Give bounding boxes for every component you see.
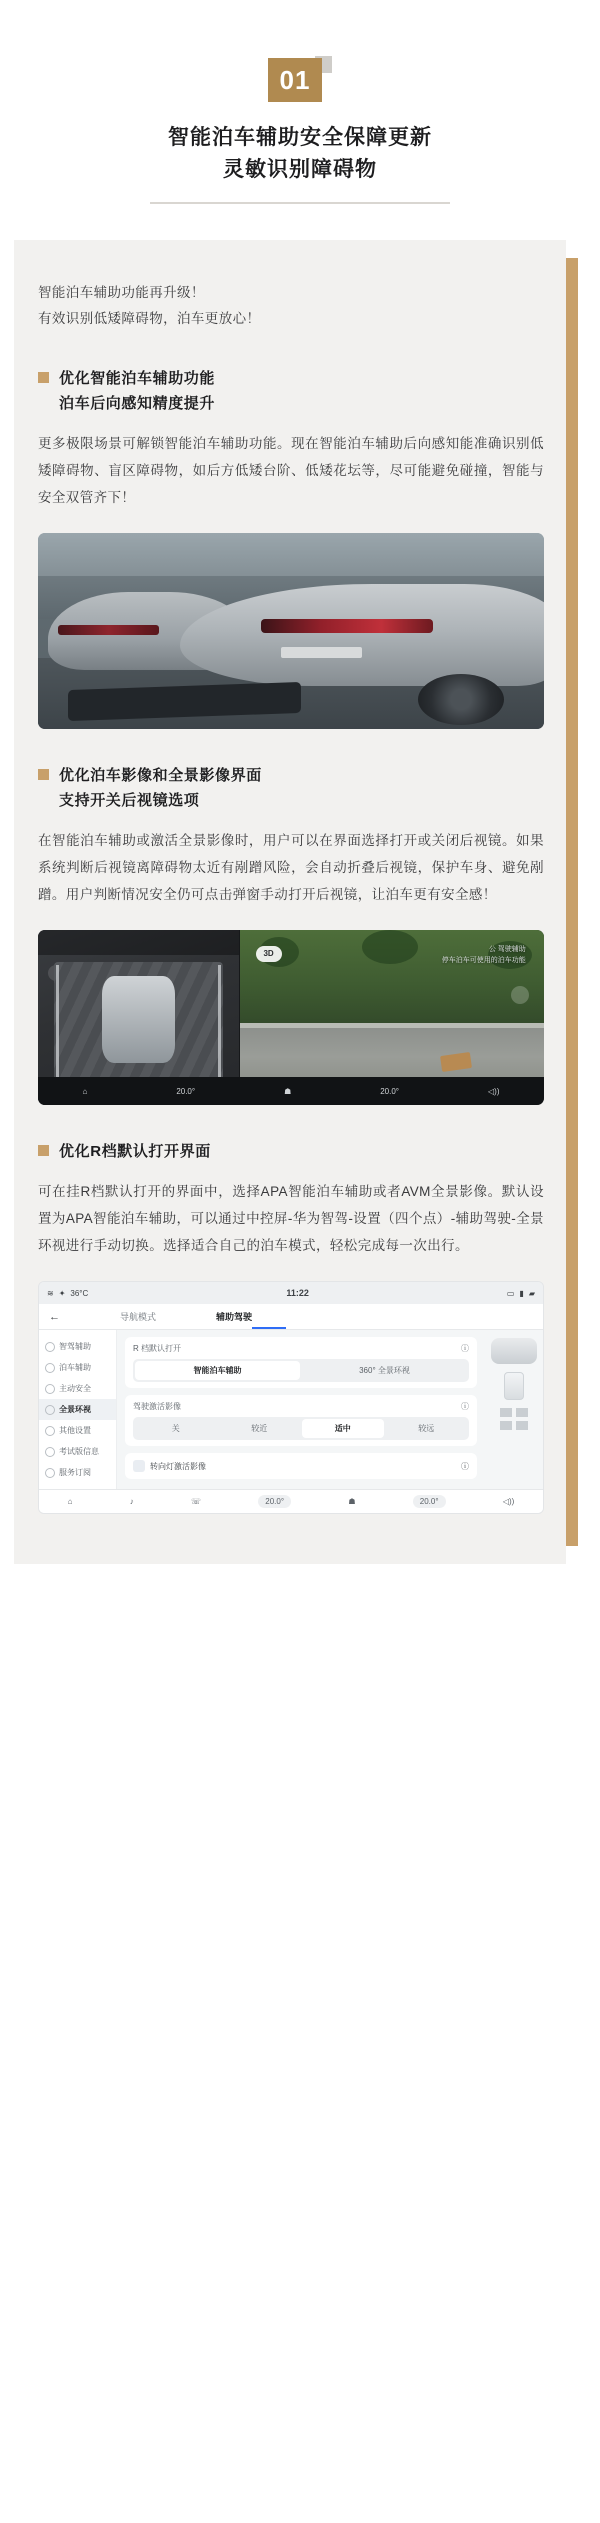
tab-navigation-mode[interactable]: 导航模式: [120, 1312, 157, 1322]
section-1-body: 更多极限场景可解锁智能泊车辅助功能。现在智能泊车辅助后向感知能准确识别低矮障碍物、盲区障碍物，如后方低矮台阶、低矮花坛等，尽可能避免碰撞，智能与安全双管齐下！: [38, 436, 544, 505]
sidebar-item-label: 智驾辅助: [59, 1342, 91, 1351]
section-1-title-line-2: 泊车后向感知精度提升: [59, 395, 216, 412]
card-driving-activation-header: [133, 1401, 469, 1412]
avm-mode-badge: [442, 944, 526, 966]
card-driving-activation-title: 驾驶激活影像: [133, 1402, 181, 1411]
parking-icon: [45, 1363, 55, 1373]
seat-heat-icon[interactable]: ☗: [348, 1497, 356, 1506]
phone-icon[interactable]: ☏: [191, 1497, 202, 1506]
info-icon[interactable]: ⓘ: [461, 1461, 469, 1471]
card-r-gear-header: [133, 1343, 469, 1354]
key-card-icon[interactable]: [504, 1372, 524, 1400]
avm-kerb-line: [240, 1023, 544, 1028]
section-2-title-line-1: 优化泊车影像和全景影像界面: [59, 767, 262, 784]
card-r-gear-default: [125, 1337, 477, 1388]
sidebar-item-active-safety[interactable]: [39, 1378, 116, 1399]
app-tab-bar: [39, 1304, 543, 1330]
section-3-title-line-1: 优化R档默认打开界面: [59, 1143, 211, 1160]
avm-mirror-toggle-button[interactable]: [511, 986, 529, 1004]
section-2-body: 在智能泊车辅助或激活全景影像时，用户可以在界面选择打开或关闭后视镜。如果系统判断后视镜离障碍物太近有剐蹭风险，会自动折叠后视镜，保护车身、避免剐蹭。用户判断情况安全仍可点击弹窗手动打开后视镜，让泊车更有安全感！: [38, 833, 544, 902]
card-driving-activation-image: [125, 1395, 477, 1446]
volume-icon[interactable]: ◁)): [502, 1497, 515, 1506]
sidebar-item-service-subscription[interactable]: [39, 1462, 116, 1483]
option-far[interactable]: 较远: [418, 1424, 435, 1433]
title-divider: [150, 202, 450, 204]
avm-3d-view-button[interactable]: 3D: [256, 946, 282, 962]
assist-icon: [45, 1342, 55, 1352]
segmented-control-activation: [133, 1417, 469, 1440]
section-1-heading: [38, 366, 544, 416]
media-icon[interactable]: ♪: [129, 1497, 134, 1506]
section-2-heading: [38, 763, 544, 813]
signal-icon: ▮: [519, 1288, 524, 1298]
sidebar-item-label: 主动安全: [59, 1384, 91, 1393]
photo-wheel: [418, 674, 504, 725]
photo-rear-of-car: [38, 533, 544, 729]
avm-ego-car-model: [102, 976, 175, 1064]
avm-mode-badge-line-2: 停车泊车可使用的泊车功能: [441, 957, 526, 964]
avm-split-screen: [38, 930, 544, 1105]
avm-temp-right[interactable]: 20.0°: [380, 1086, 400, 1096]
section-3-body: 可在挂R档默认打开的界面中，选择APA智能泊车辅助或者AVM全景影像。默认设置为APA智能泊车辅助，可以通过中控屏-华为智驾-设置（四个点）-辅助驾驶-全景环视进行手动切换。选择适合自己的泊车模式，轻松完成每一次出行。: [38, 1184, 544, 1253]
content-inner: [0, 240, 600, 1524]
photo-main-car-taillight: [261, 619, 433, 633]
wifi-icon: ≋: [47, 1288, 54, 1298]
seat-icon[interactable]: ☗: [284, 1086, 292, 1096]
turn-signal-icon: [133, 1460, 145, 1472]
tab-assisted-driving[interactable]: 辅助驾驶: [216, 1312, 253, 1322]
sidebar-item-label: 泊车辅助: [59, 1363, 91, 1372]
avm-parking-line-right: [218, 965, 221, 1081]
settings-sidebar: [39, 1330, 117, 1489]
gear-icon: [45, 1426, 55, 1436]
info-icon: [45, 1447, 55, 1457]
option-360-surround-view[interactable]: 360° 全景环视: [359, 1366, 410, 1375]
status-time: 11:22: [286, 1288, 309, 1298]
camera-icon: [45, 1405, 55, 1415]
figure-head-unit-settings-screenshot: [38, 1281, 544, 1514]
sidebar-item-label: 其他设置: [59, 1426, 91, 1435]
sidebar-item-label: 考试版信息: [59, 1447, 99, 1456]
bottom-temp-right[interactable]: 20.0°: [413, 1495, 446, 1508]
sidebar-item-parking-assist[interactable]: [39, 1357, 116, 1378]
option-near[interactable]: 较近: [251, 1424, 268, 1433]
section-2-title-line-2: 支持开关后视镜选项: [59, 792, 200, 809]
bottom-temp-left[interactable]: 20.0°: [258, 1495, 291, 1508]
option-off[interactable]: 关: [171, 1424, 180, 1433]
row-label: 转向灯激活影像: [150, 1461, 206, 1471]
figure-rear-parking-photo: [38, 533, 544, 729]
sidebar-item-surround-view[interactable]: [39, 1399, 116, 1420]
back-arrow-icon[interactable]: ←: [49, 1310, 60, 1323]
section-3-heading: [38, 1139, 544, 1164]
sidebar-item-exam-info[interactable]: [39, 1441, 116, 1462]
intro-line-1: 智能泊车辅助功能再升级！: [38, 285, 205, 300]
settings-right-panel: [485, 1330, 543, 1489]
volume-icon[interactable]: ◁)): [488, 1086, 500, 1096]
avm-topbar: [38, 930, 239, 955]
sidebar-item-other-settings[interactable]: [39, 1420, 116, 1441]
app-bottom-bar: [39, 1489, 543, 1513]
info-icon[interactable]: ⓘ: [461, 1344, 469, 1353]
photo-second-car-taillight: [58, 625, 159, 635]
home-icon[interactable]: ⌂: [82, 1086, 88, 1096]
avm-parking-line-left: [56, 965, 59, 1081]
status-temperature: 36°C: [70, 1288, 89, 1298]
avm-bottom-bar: [38, 1077, 544, 1105]
card-r-gear-title: R 档默认打开: [133, 1344, 181, 1353]
page-title: [0, 122, 600, 186]
square-bullet-icon: [38, 1145, 49, 1156]
page-title-line-2: 灵敏识别障碍物: [223, 158, 377, 181]
row-left-group: [133, 1460, 206, 1472]
square-bullet-icon: [38, 769, 49, 780]
avm-mode-badge-line-1: 公 驾驶辅助: [488, 946, 526, 953]
app-body: [39, 1330, 543, 1489]
avm-tree-blob: [362, 930, 418, 964]
intro-block: [38, 280, 544, 332]
info-icon[interactable]: ⓘ: [461, 1402, 469, 1411]
section-number-badge: [268, 56, 332, 102]
page-title-line-1: 智能泊车辅助安全保障更新: [168, 126, 432, 149]
home-icon[interactable]: ⌂: [67, 1497, 73, 1506]
avm-temp-left[interactable]: 20.0°: [176, 1086, 196, 1096]
page-header: [0, 0, 600, 204]
grid-menu-icon[interactable]: [500, 1408, 528, 1430]
content-wrapper: [0, 240, 600, 1564]
sidebar-item-label: 全景环视: [59, 1405, 91, 1414]
row-turn-signal-activation-image[interactable]: [125, 1453, 477, 1479]
segmented-control-r-gear: [133, 1359, 469, 1382]
status-bar-left: [47, 1289, 88, 1298]
sidebar-item-smart-assist[interactable]: [39, 1336, 116, 1357]
square-bullet-icon: [38, 372, 49, 383]
section-number: 01: [268, 58, 322, 102]
settings-main-panel: [117, 1330, 485, 1489]
cast-icon: ▭: [506, 1288, 515, 1298]
option-medium[interactable]: 适中: [302, 1419, 384, 1438]
sidebar-item-label: 服务订阅: [59, 1468, 91, 1477]
shield-icon: [45, 1384, 55, 1394]
photo-license-plate: [281, 647, 362, 659]
status-bar: [39, 1282, 543, 1304]
status-bar-right: [507, 1289, 535, 1298]
car-model-icon: [491, 1338, 537, 1364]
intro-line-2: 有效识别低矮障碍物，泊车更放心！: [38, 311, 261, 326]
figure-avm-screenshot: [38, 930, 544, 1105]
section-1-title-line-1: 优化智能泊车辅助功能: [59, 370, 216, 387]
option-smart-parking-assist[interactable]: 智能泊车辅助: [135, 1361, 300, 1380]
battery-icon: ▰: [528, 1288, 535, 1298]
bluetooth-icon: ✦: [58, 1288, 66, 1298]
subscription-icon: [45, 1468, 55, 1478]
